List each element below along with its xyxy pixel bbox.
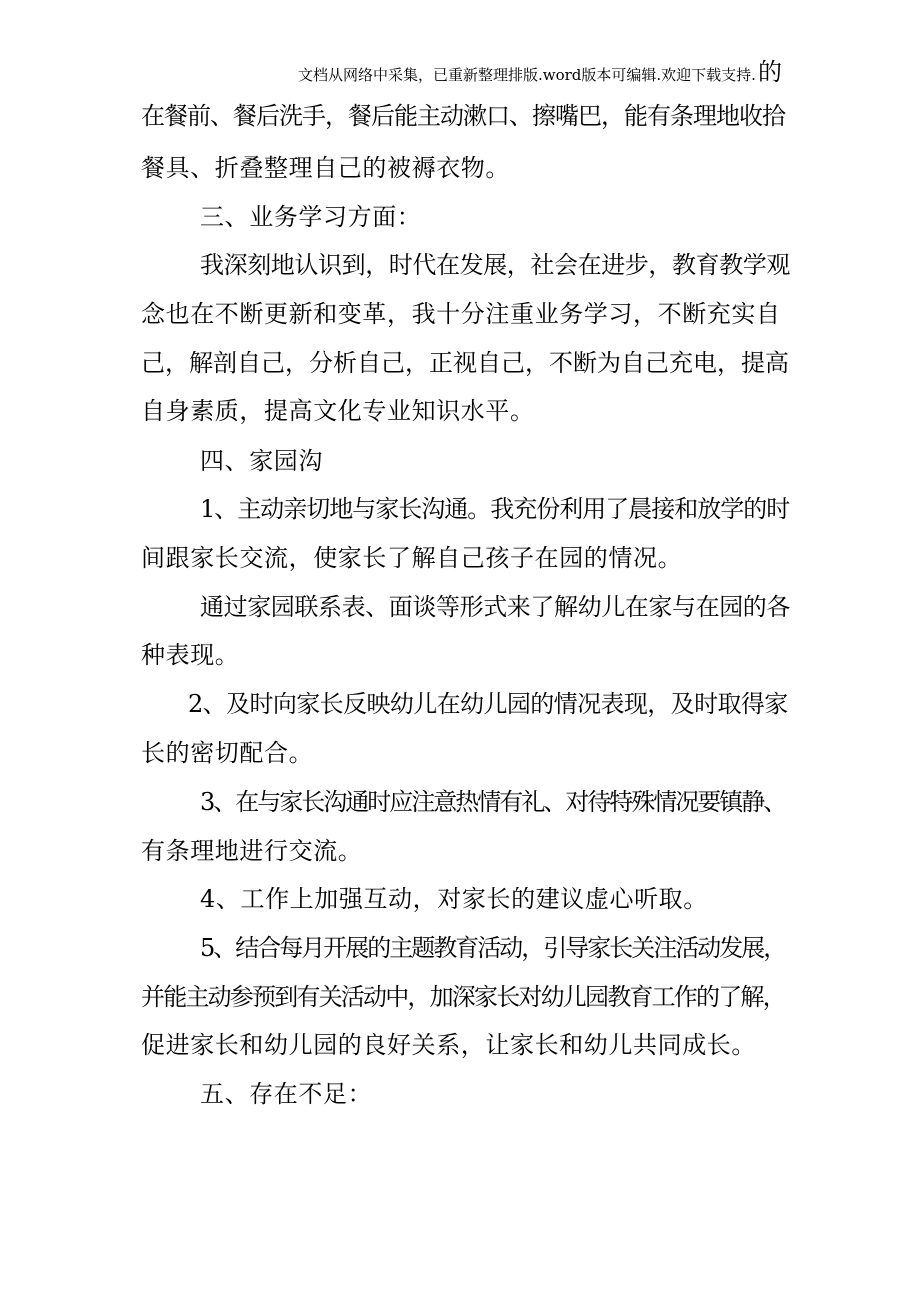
paragraph-line: 长的密切配合。 [141,739,314,767]
paragraph-line: 有条理地进行交流。 [141,837,363,865]
section-heading: 五、存在不足： [200,1080,373,1108]
paragraph-line: 4、工作上加强互动，对家长的建议虚心听取。 [200,885,708,913]
paragraph-line: 通过家园联系表、面谈等形式来了解幼儿在家与在园的各 [200,593,790,621]
header-note [298,52,782,87]
paragraph-line: 并能主动参预到有关活动中，加深家长对幼儿园教育工作的了解， [141,983,785,1011]
paragraph-line: 餐具、折叠整理自己的被褥衣物。 [141,154,510,182]
header-continuation-char: 的 [757,58,782,86]
paragraph-line: 1、主动亲切地与家长沟通。我充份利用了晨接和放学的时 [200,495,790,523]
paragraph-line: 种表现。 [141,641,240,669]
paragraph-line: 己，解剖自己，分析自己，正视自己，不断为自己充电，提高 [141,349,789,377]
paragraph-line: 间跟家长交流，使家长了解自己孩子在园的情况。 [141,544,683,572]
paragraph-line: 我深刻地认识到，时代在发展，社会在进步，教育教学观 [200,251,790,279]
paragraph-line: 3、在与家长沟通时应注意热情有礼、对待特殊情况要镇静、 [200,788,786,816]
section-heading: 四、家园沟 [200,447,323,475]
paragraph-line: 2、及时向家长反映幼儿在幼儿园的情况表现，及时取得家 [188,690,788,718]
header-note-text: 文档从网络中采集，已重新整理排版.word版本可编辑.欢迎下载支持. [298,66,756,84]
paragraph-line: 念也在不断更新和变革，我十分注重业务学习，不断充实自 [141,300,781,328]
paragraph-line: 在餐前、餐后洗手，餐后能主动漱口、擦嘴巴，能有条理地收拾 [141,102,785,130]
paragraph-line: 促进家长和幼儿园的良好关系，让家长和幼儿共同成长。 [141,1031,756,1059]
paragraph-line: 5、结合每月开展的主题教育活动，引导家长关注活动发展， [200,934,786,962]
section-heading: 三、业务学习方面： [200,203,422,231]
paragraph-line: 自身素质，提高文化专业知识水平。 [141,397,535,425]
